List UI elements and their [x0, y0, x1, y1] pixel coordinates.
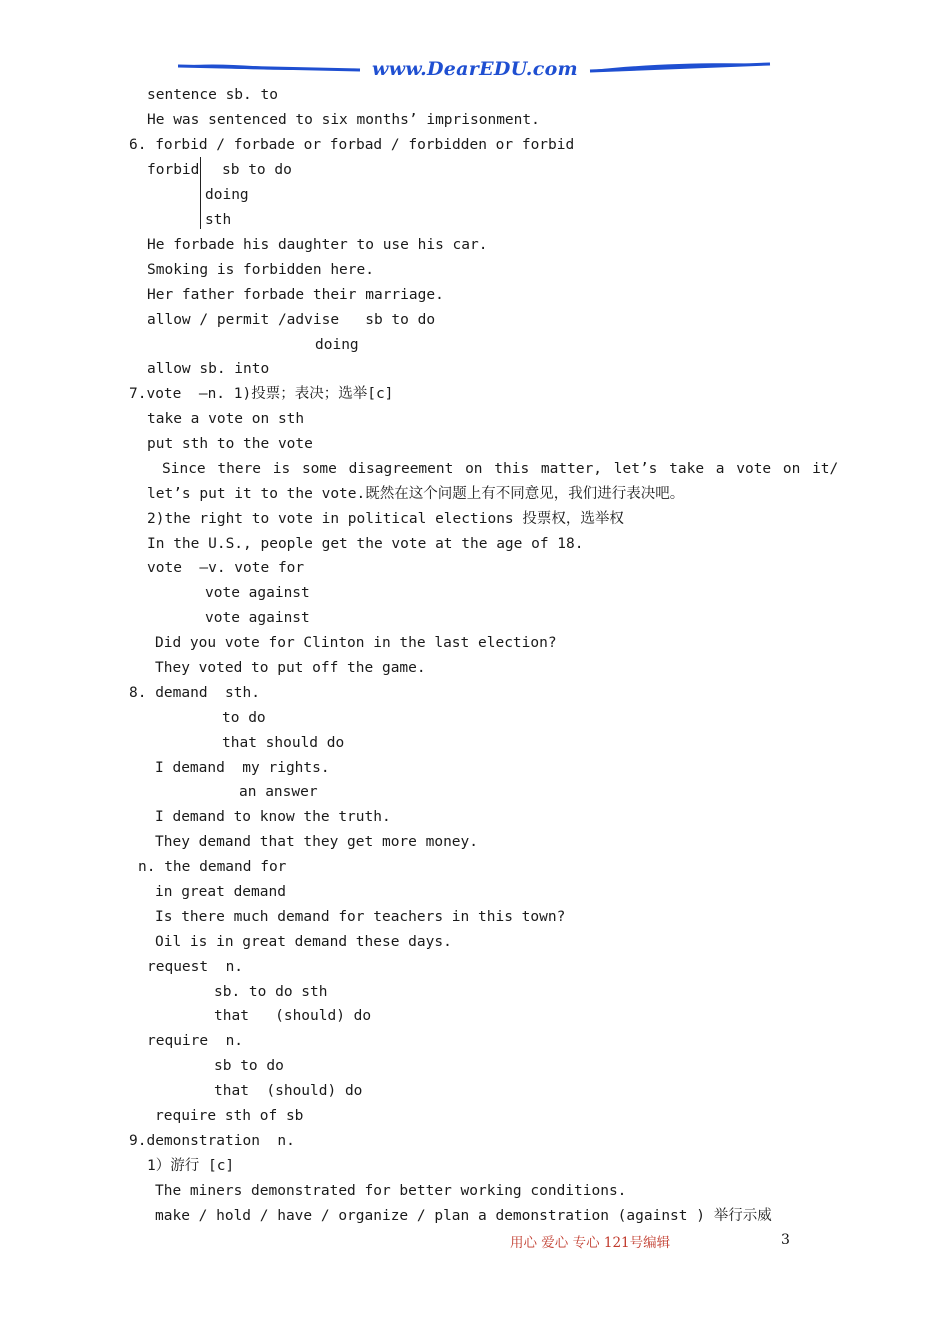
text-line: sth — [205, 212, 232, 228]
text-line: 6. forbid / forbade or forbad / forbidden or forbid — [129, 137, 575, 153]
text-line: vote –v. vote for — [147, 560, 305, 576]
text-line: doing — [205, 187, 249, 203]
site-url: www.DearEDU.com — [372, 58, 578, 80]
text-line: I demand to know the truth. — [155, 809, 391, 825]
text-line: that should do — [222, 735, 345, 751]
text-line: sentence sb. to — [147, 87, 278, 103]
text-line: an answer — [239, 784, 318, 800]
text-line: They demand that they get more money. — [155, 834, 479, 850]
text-line: require sth of sb — [155, 1108, 304, 1124]
text-line: 2)the right to vote in political elections 投票权，选举权 — [147, 511, 624, 527]
text-line: In the U.S., people get the vote at the age of 18. — [147, 536, 584, 552]
text-line: Since there is some disagreement on this matter, let’s take a vote on it/ — [162, 461, 839, 477]
text-line: 8. demand sth. — [129, 685, 260, 701]
site-header — [178, 54, 772, 84]
text-line: 9.demonstration n. — [129, 1133, 295, 1149]
text-line: He was sentenced to six months’ imprisonment. — [147, 112, 540, 128]
text-line: Is there much demand for teachers in this town? — [155, 909, 566, 925]
text-line: Her father forbade their marriage. — [147, 287, 444, 303]
page-number: 3 — [781, 1232, 790, 1248]
bracket-line — [200, 157, 201, 229]
text-line: in great demand — [155, 884, 286, 900]
text-line: They voted to put off the game. — [155, 660, 426, 676]
text-line: sb to do — [222, 162, 292, 178]
text-line: doing — [315, 337, 359, 353]
footer-note: 用心 爱心 专心 121号编辑 — [510, 1235, 671, 1251]
text-line: that (should) do — [214, 1008, 372, 1024]
text-line: require n. — [147, 1033, 244, 1049]
text-line: Oil is in great demand these days. — [155, 934, 452, 950]
text-line: 7.vote –n. 1)投票；表决；选举[c] — [129, 386, 394, 402]
text-line: 1）游行 [c] — [147, 1158, 235, 1174]
text-line: that (should) do — [214, 1083, 363, 1099]
text-line: put sth to the vote — [147, 436, 313, 452]
text-line: allow / permit /advise sb to do — [147, 312, 436, 328]
text-line: He forbade his daughter to use his car. — [147, 237, 488, 253]
text-line: Did you vote for Clinton in the last election? — [155, 635, 557, 651]
text-line: forbid — [147, 162, 200, 178]
text-line: make / hold / have / organize / plan a demonstration (against ) 举行示威 — [155, 1208, 772, 1224]
text-line: request n. — [147, 959, 244, 975]
text-line: sb. to do sth — [214, 984, 328, 1000]
text-line: Smoking is forbidden here. — [147, 262, 374, 278]
text-line: allow sb. into — [147, 361, 270, 377]
text-line: vote against — [205, 610, 310, 626]
text-line: The miners demonstrated for better working conditions. — [155, 1183, 627, 1199]
text-line: I demand my rights. — [155, 760, 330, 776]
text-line: vote against — [205, 585, 310, 601]
text-line: let’s put it to the vote.既然在这个问题上有不同意见，我们进行表决吧。 — [147, 486, 685, 502]
text-line: n. the demand for — [138, 859, 287, 875]
text-line: sb to do — [214, 1058, 284, 1074]
text-line: take a vote on sth — [147, 411, 305, 427]
text-line: to do — [222, 710, 266, 726]
